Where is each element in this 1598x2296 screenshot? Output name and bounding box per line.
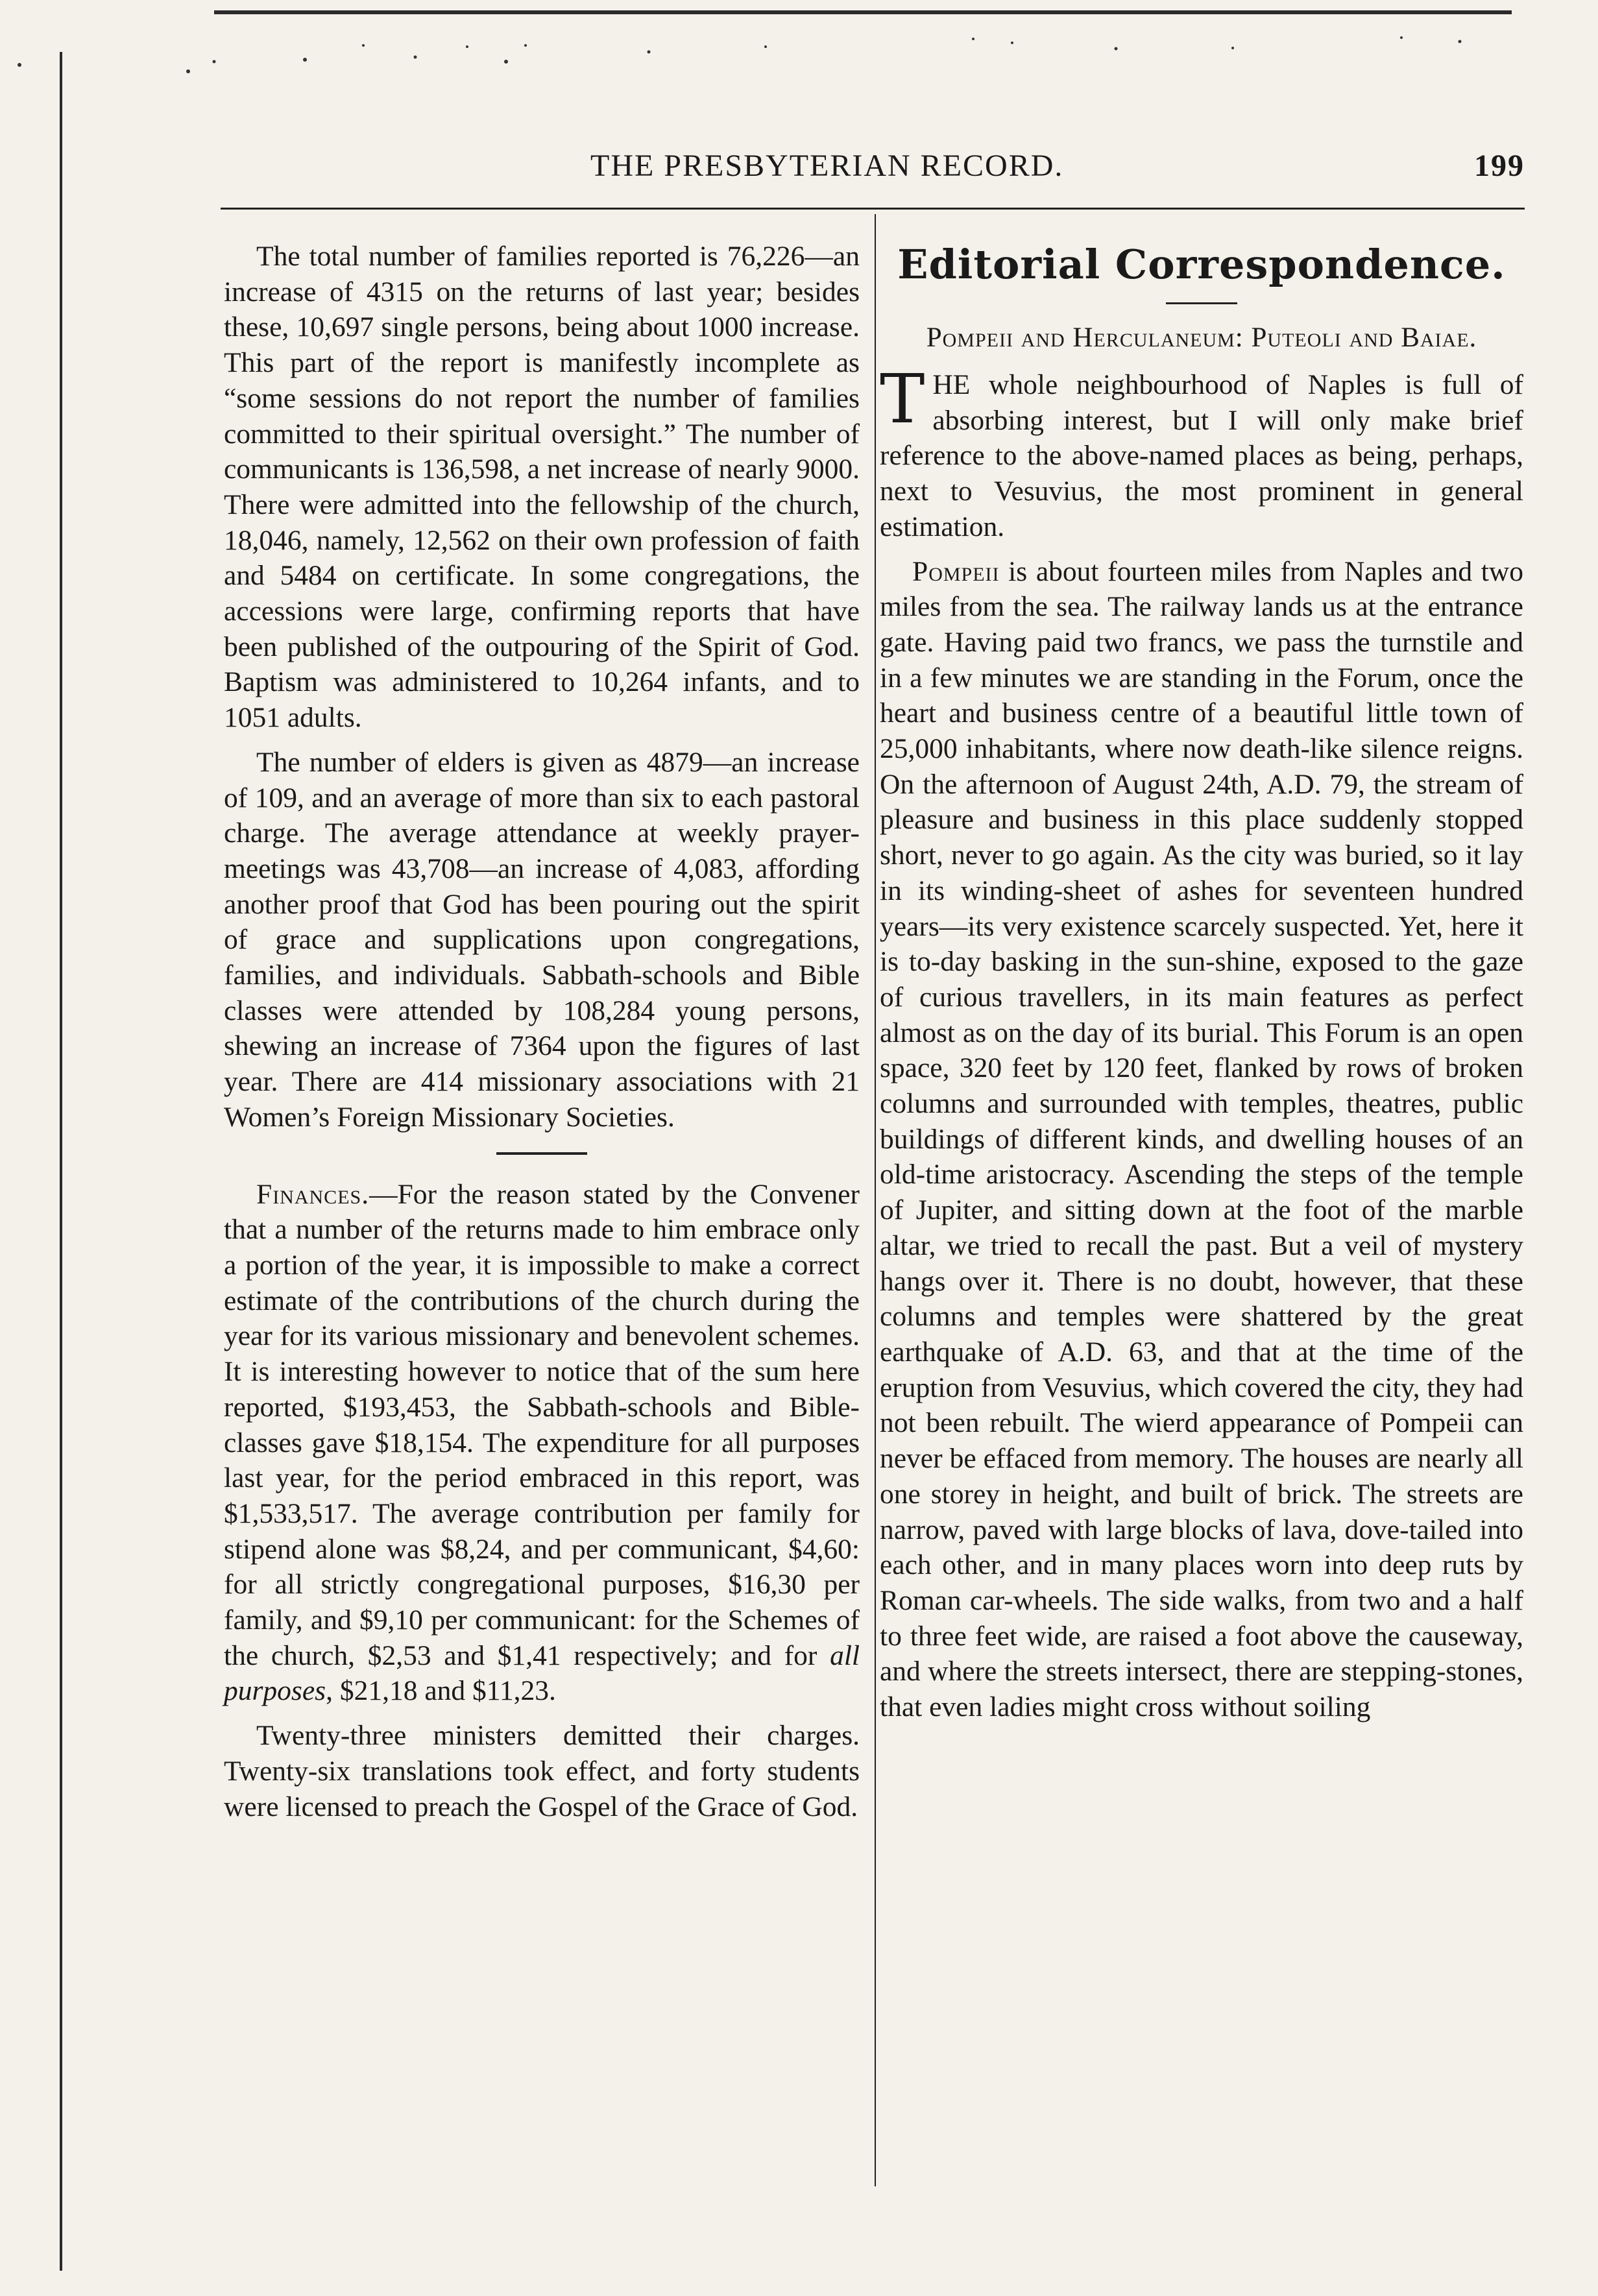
page-number: 199 (1474, 149, 1525, 183)
binding-edge-rule (60, 52, 62, 2271)
header-rule (221, 208, 1525, 210)
column-divider (875, 214, 876, 2186)
pompeii-smallcaps: Pompeii (912, 555, 1000, 587)
drop-cap: T (880, 359, 925, 439)
section-rule (496, 1152, 587, 1155)
intro-paragraph (880, 359, 1523, 545)
intro-text: HE whole neighbourhood of Naples is full of absorbing interest, but I will only make brief reference to the above-named places as being, perhaps, next to Vesuvius, the most prominent in general estimation. (880, 369, 1523, 542)
finances-italic: all purposes (224, 1639, 860, 1707)
print-specks (0, 0, 1598, 117)
left-column (224, 239, 860, 1824)
running-title: THE PRESBYTERIAN RECORD. (590, 149, 1064, 183)
finances-paragraph (224, 1177, 860, 1710)
article-subheading: Pompeii and Herculaneum: Puteoli and Baiae. (926, 322, 1477, 353)
finances-body: —For the reason stated by the Convener that a number of the returns made to him embrace only a portion of the year, it is impossible to make a correct estimate of the contributions of the church during the year for its various missionary and benevolent schemes. It is interesting however to notice that of the sum here reported, $193,453, the Sabbath-schools and Bible-classes gave $18,154. The expenditure for all purposes last year, for the period embraced in this report, was $1,533,517. The average contribution per family for stipend alone was $8,24, and per communicant, $4,60: for all strictly congregational purposes, $16,30 per family, and $9,10 per communicant: for the Schemes of the church, $2,53 and $1,41 respectively; and for (224, 1178, 860, 1671)
page-header (221, 148, 1525, 193)
section-heading: Editorial Correspondence. (897, 241, 1506, 288)
heading-rule (1166, 302, 1237, 304)
finances-end: , $21,18 and $11,23. (326, 1675, 556, 1707)
finances-label: Finances. (256, 1178, 370, 1210)
ministers-paragraph: Twenty-three ministers demitted their charges. Twenty-six translations took effect, and forty students were licensed to preach the Gospel of the Grace of God. (224, 1720, 860, 1822)
top-border-rule (214, 10, 1512, 14)
elders-paragraph: The number of elders is given as 4879—an increase of 109, and an average of more than six to each pastoral charge. The average attendance at weekly prayer-meetings was 43,708—an increase of 4,083, affording another proof that God has been pouring out the spirit of grace and supplications upon congregations, families, and individuals. Sabbath-schools and Bible classes were attended by 108,284 young persons, shewing an increase of 7364 upon the figures of last year. There are 414 missionary associations with 21 Women’s Foreign Missionary Societies. (224, 746, 860, 1133)
pompeii-text: is about fourteen miles from Naples and two miles from the sea. The railway lands us at the entrance gate. Having paid two francs, we pass the turnstile and in a few minutes we are standing in the Forum, once the heart and business centre of a beautiful little town of 25,000 inhabitants, where now death-like silence reigns. On the afternoon of August 24th, A.D. 79, the stream of pleasure and business in this place suddenly stopped short, never to go again. As the city was buried, so it lay in its winding-sheet of ashes for seventeen hundred years—its very existence scarcely suspected. Yet, here it is to-day basking in the sun-shine, exposed to the gaze of curious travellers, in its main features as perfect almost as on the day of its burial. This Forum is an open space, 320 feet by 120 feet, flanked by rows of broken columns and surrounded with temples, theatres, public buildings of different kinds, and dwelling houses of an old-time aristocracy. Ascending the steps of the temple of Jupiter, and sitting down at the foot of the marble altar, we tried to recall the past. But a veil of mystery hangs over it. There is no doubt, however, that these columns and temples were shattered by the great earthquake of A.D. 63, and that at the time of the eruption from Vesuvius, which covered the city, they had not been rebuilt. The wierd appearance of Pompeii can never be effaced from memory. The houses are nearly all one storey in height, and built of brick. The streets are narrow, paved with large blocks of lava, dove-tailed into each other, and in many places worn into deep ruts by Roman car-wheels. The side walks, from two and a half to three feet wide, are raised a foot above the causeway, and where the streets intersect, there are stepping-stones, that even ladies might cross without soiling (880, 555, 1523, 1723)
families-paragraph: The total number of families reported is 76,226—an increase of 4315 on the returns of last year; besides these, 10,697 single persons, being about 1000 increase. This part of the report is manifestly incomplete as “some sessions do not report the number of families committed to their spiritual oversight.” The number of communicants is 136,598, a net increase of nearly 9000. There were admitted into the fellowship of the church, 18,046, namely, 12,562 on their own profession of faith and 5484 on certificate. In some congregations, the accessions were large, confirming reports that have been published of the outpouring of the Spirit of God. Baptism was administered to 10,264 infants, and to 1051 adults. (224, 241, 860, 734)
pompeii-paragraph (880, 554, 1523, 1725)
right-column (880, 239, 1523, 1725)
